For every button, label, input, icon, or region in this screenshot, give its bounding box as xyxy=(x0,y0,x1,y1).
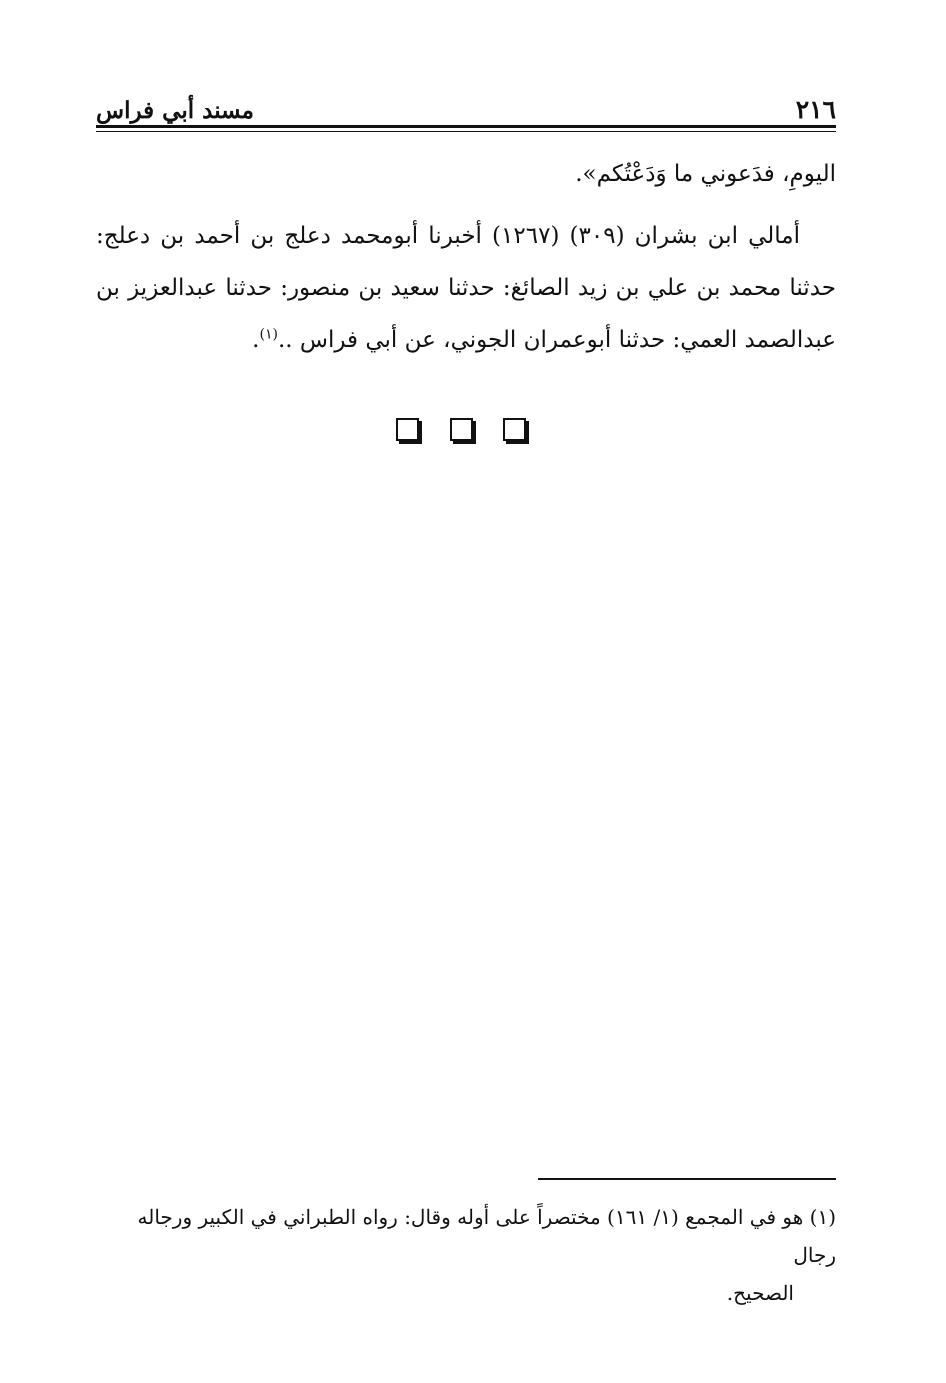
footnote-line: (١) هو في المجمع (١/ ١٦١) مختصراً على أوله وقال: رواه الطبراني في الكبير ورجاله رجال xyxy=(137,1205,836,1267)
continuation-paragraph: اليومِ، فدَعوني ما وَدَعْتُكم». xyxy=(575,161,836,187)
header-rule-thick xyxy=(96,125,836,128)
footnote-separator xyxy=(538,1178,836,1180)
running-title: مسند أبي فراس xyxy=(96,97,254,124)
square-ornament-icon xyxy=(450,418,473,441)
footnote-marker: (١) xyxy=(259,326,278,343)
footnote-line: الصحيح. xyxy=(726,1281,794,1305)
page-header xyxy=(96,84,836,124)
section-end-ornament xyxy=(396,418,526,444)
hadith-entry-text: أمالي ابن بشران (٣٠٩) (١٢٦٧) أخبرنا أبومحمد دعلج بن أحمد بن دعلج: حدثنا محمد بن علي بن زيد الصائغ: حدثنا سعيد بن منصور: حدثنا عبدالعزيز بن عبدالصمد العمي: حدثنا أبوعمران الجوني، عن أبي فراس .. xyxy=(96,223,836,353)
main-text xyxy=(96,148,836,366)
square-ornament-icon xyxy=(503,418,526,441)
footnote xyxy=(96,1198,836,1312)
page-number: ٢١٦ xyxy=(795,95,836,124)
header-rule-thin xyxy=(96,131,836,132)
square-ornament-icon xyxy=(396,418,419,441)
hadith-entry-paragraph: أمالي ابن بشران (٣٠٩) (١٢٦٧) أخبرنا أبومحمد دعلج بن أحمد بن دعلج: حدثنا محمد بن علي بن زيد الصائغ: حدثنا سعيد بن منصور: حدثنا عبدالعزيز بن عبدالصمد العمي: حدثنا أبوعمران الجوني، عن أبي فراس ..$^{(١)}$. xyxy=(96,223,836,353)
